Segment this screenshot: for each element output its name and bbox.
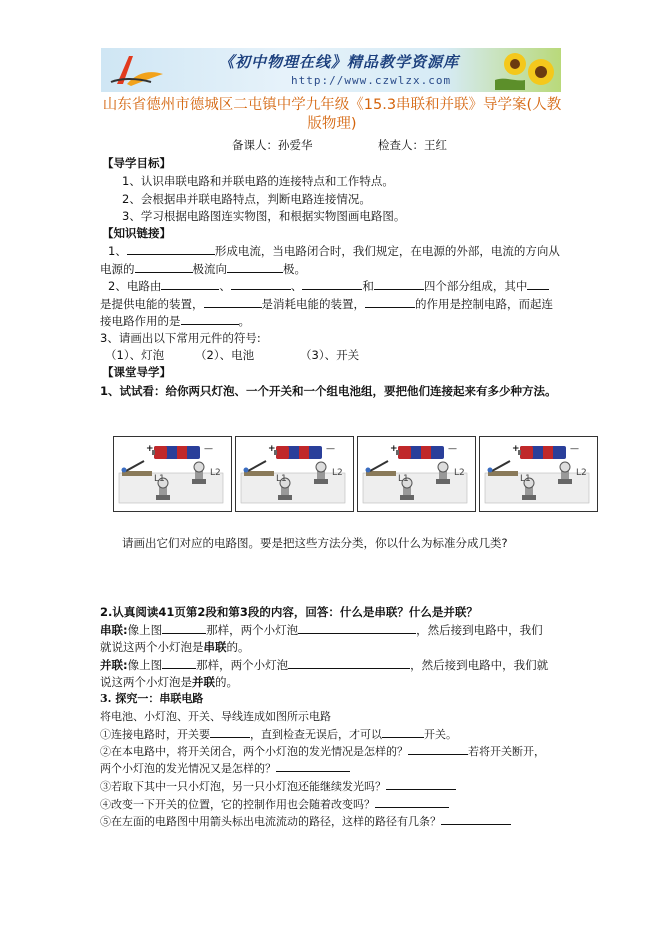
text: 。 bbox=[238, 314, 250, 328]
text: 、 bbox=[219, 279, 231, 293]
bulb-l2-label: L2 bbox=[576, 468, 587, 478]
answer-blank[interactable] bbox=[227, 261, 283, 273]
text: ④改变一下开关的位置，它的控制作用也会随着改变吗？ bbox=[100, 798, 375, 811]
site-logo-icon bbox=[107, 52, 167, 88]
answer-blank[interactable] bbox=[365, 296, 415, 308]
battery-pack-icon bbox=[518, 446, 566, 459]
battery-pack-icon bbox=[152, 446, 200, 459]
text: 电源的 bbox=[100, 262, 135, 276]
class-heading: 【课堂导学】 bbox=[102, 365, 171, 379]
sunflower-icon bbox=[495, 50, 557, 90]
text: 像上图 bbox=[127, 658, 163, 672]
explore-heading: 3. 探究一：串联电路 bbox=[100, 692, 204, 705]
battery-pack-icon bbox=[396, 446, 444, 459]
series-label: 串联: bbox=[100, 623, 128, 637]
plus-terminal: + bbox=[268, 444, 276, 454]
text: 极。 bbox=[283, 262, 306, 276]
bulb-l1-label: L1 bbox=[276, 474, 287, 484]
parallel-line1 bbox=[100, 657, 548, 673]
text: 、 bbox=[290, 279, 303, 293]
circuit-components-icon bbox=[358, 437, 475, 511]
battery-pack-icon bbox=[274, 446, 322, 459]
text: 是消耗电能的装置， bbox=[261, 297, 365, 311]
text: ，然后接到电路中，我们 bbox=[416, 623, 543, 637]
switch-icon bbox=[366, 461, 397, 476]
explore-step-2b bbox=[100, 760, 350, 777]
links-q2-line1 bbox=[108, 278, 549, 294]
circuit-panel-3 bbox=[357, 436, 476, 512]
author-label: 备课人：孙爱华 bbox=[232, 138, 313, 152]
links-q3: 3、请画出以下常用元件的符号: bbox=[100, 331, 261, 345]
banner-url: http://www.czwlzx.com bbox=[291, 74, 452, 87]
goal-item-3: 3、学习根据电路图连实物图，和根据实物图画电路图。 bbox=[122, 209, 406, 223]
text: ，然后接到电路中，我们就 bbox=[410, 658, 549, 672]
circuit-panel-2 bbox=[235, 436, 354, 512]
text: ⑤在左面的电路图中用箭头标出电流流动的路径，这样的路径有几条？ bbox=[100, 815, 441, 828]
text: 开关。 bbox=[424, 728, 457, 741]
explore-step-4 bbox=[100, 796, 449, 813]
circuit-components-icon bbox=[114, 437, 231, 511]
minus-terminal: — bbox=[326, 444, 335, 454]
answer-blank[interactable] bbox=[302, 278, 362, 290]
text: ，直到检查无误后，才可以 bbox=[250, 728, 382, 741]
answer-blank[interactable] bbox=[374, 278, 424, 290]
minus-terminal: — bbox=[448, 444, 457, 454]
document-title: 山东省德州市德城区二屯镇中学九年级《15.3串联和并联》导学案(人教版物理) bbox=[102, 97, 562, 132]
circuit-components-icon bbox=[480, 437, 597, 511]
bulb-l2-label: L2 bbox=[210, 468, 221, 478]
class-q2: 2.认真阅读41页第2段和第3段的内容，回答：什么是串联？什么是并联？ bbox=[100, 605, 478, 619]
text: ②在本电路中，将开关闭合，两个小灯泡的发光情况是怎样的？ bbox=[100, 745, 408, 758]
text: 1、 bbox=[108, 244, 127, 258]
text: 极流向 bbox=[192, 262, 227, 276]
series-term: 串联 bbox=[203, 640, 227, 654]
answer-blank[interactable] bbox=[181, 313, 239, 325]
explore-step-2 bbox=[100, 743, 545, 760]
bulb-l2-label: L2 bbox=[454, 468, 465, 478]
banner-title: 《初中物理在线》精品教学资源库 bbox=[219, 53, 460, 71]
text: 2、电路由 bbox=[108, 279, 162, 293]
answer-blank[interactable] bbox=[204, 296, 262, 308]
answer-blank[interactable] bbox=[161, 278, 219, 290]
bulb-l1-label: L1 bbox=[520, 474, 531, 484]
minus-terminal: — bbox=[204, 444, 213, 454]
explore-step-1 bbox=[100, 726, 457, 743]
class-q1: 1、试试看：给你两只灯泡、一个开关和一个组电池组，要把他们连接起来有多少种方法。 bbox=[100, 384, 557, 398]
parallel-line2 bbox=[100, 674, 238, 690]
switch-icon bbox=[488, 461, 519, 476]
answer-blank[interactable] bbox=[382, 726, 424, 738]
plus-terminal: + bbox=[390, 444, 398, 454]
explore-step-5 bbox=[100, 813, 511, 830]
answer-blank[interactable] bbox=[231, 278, 291, 290]
answer-blank[interactable] bbox=[386, 778, 456, 790]
parallel-term: 并联 bbox=[192, 675, 215, 689]
links-heading: 【知识链接】 bbox=[102, 226, 171, 240]
text: 就说这两个小灯泡是 bbox=[100, 640, 204, 654]
answer-blank[interactable] bbox=[210, 726, 250, 738]
links-q1-line1 bbox=[108, 243, 560, 259]
answer-blank[interactable] bbox=[527, 278, 549, 290]
symbol-lamp: （1）、灯泡 bbox=[105, 348, 165, 362]
answer-blank[interactable] bbox=[135, 261, 193, 273]
text: 那样，两个小灯泡 bbox=[196, 658, 289, 672]
answer-blank[interactable] bbox=[298, 622, 416, 634]
text: 若将开关断开， bbox=[468, 745, 545, 758]
text: 是提供电能的装置， bbox=[100, 297, 204, 311]
answer-blank[interactable] bbox=[127, 243, 215, 255]
bulb-l1-label: L1 bbox=[398, 474, 409, 484]
explore-intro: 将电池、小灯泡、开关、导线连成如图所示电路 bbox=[100, 710, 331, 723]
circuit-panel-1 bbox=[113, 436, 232, 512]
circuit-components-icon bbox=[236, 437, 353, 511]
answer-blank[interactable] bbox=[162, 657, 196, 669]
minus-terminal: — bbox=[570, 444, 579, 454]
text: 和 bbox=[362, 279, 374, 293]
links-q2-line2 bbox=[100, 296, 553, 312]
links-q2-line3 bbox=[100, 313, 250, 329]
answer-blank[interactable] bbox=[162, 622, 206, 634]
text: 的作用是控制电路，而起连 bbox=[415, 297, 553, 311]
series-line2 bbox=[100, 639, 250, 655]
answer-blank[interactable] bbox=[288, 657, 410, 669]
explore-step-3 bbox=[100, 778, 456, 795]
symbol-switch: （3）、开关 bbox=[300, 348, 360, 362]
answer-blank[interactable] bbox=[441, 813, 511, 825]
goals-heading: 【导学目标】 bbox=[102, 156, 171, 170]
text: 说这两个小灯泡是 bbox=[100, 675, 192, 689]
switch-icon bbox=[122, 461, 153, 476]
goal-item-2: 2、会根据串并联电路特点，判断电路连接情况。 bbox=[122, 192, 371, 206]
checker-label: 检查人：王红 bbox=[378, 138, 447, 152]
parallel-label: 并联: bbox=[100, 658, 128, 672]
text: 那样，两个小灯泡 bbox=[206, 623, 299, 637]
text: 像上图 bbox=[127, 623, 163, 637]
text: 四个部分组成，其中 bbox=[423, 279, 528, 293]
text: 两个小灯泡的发光情况又是怎样的？ bbox=[100, 762, 276, 775]
symbol-battery: （2）、电池 bbox=[195, 348, 255, 362]
circuit-panel-4 bbox=[479, 436, 598, 512]
goal-item-1: 1、认识串联电路和并联电路的连接特点和工作特点。 bbox=[122, 174, 394, 188]
switch-icon bbox=[244, 461, 275, 476]
series-line1 bbox=[100, 622, 543, 638]
bulb-l1-label: L1 bbox=[154, 474, 165, 484]
answer-blank[interactable] bbox=[375, 796, 449, 808]
text: 接电路作用的是 bbox=[100, 314, 181, 328]
class-q1-follow: 请画出它们对应的电路图。要是把这些方法分类，你以什么为标准分成几类? bbox=[122, 536, 508, 550]
bulb-l2-label: L2 bbox=[332, 468, 343, 478]
plus-terminal: + bbox=[146, 444, 154, 454]
answer-blank[interactable] bbox=[276, 760, 350, 772]
text: 的。 bbox=[226, 640, 250, 654]
plus-terminal: + bbox=[512, 444, 520, 454]
text: ③若取下其中一只小灯泡，另一只小灯泡还能继续发光吗？ bbox=[100, 780, 386, 793]
text: ①连接电路时，开关要 bbox=[100, 728, 210, 741]
text: 形成电流，当电路闭合时，我们规定，在电源的外部，电流的方向从 bbox=[214, 244, 560, 258]
links-q1-line2 bbox=[100, 261, 306, 277]
text: 的。 bbox=[215, 675, 238, 689]
header-banner bbox=[101, 48, 561, 92]
answer-blank[interactable] bbox=[408, 743, 468, 755]
